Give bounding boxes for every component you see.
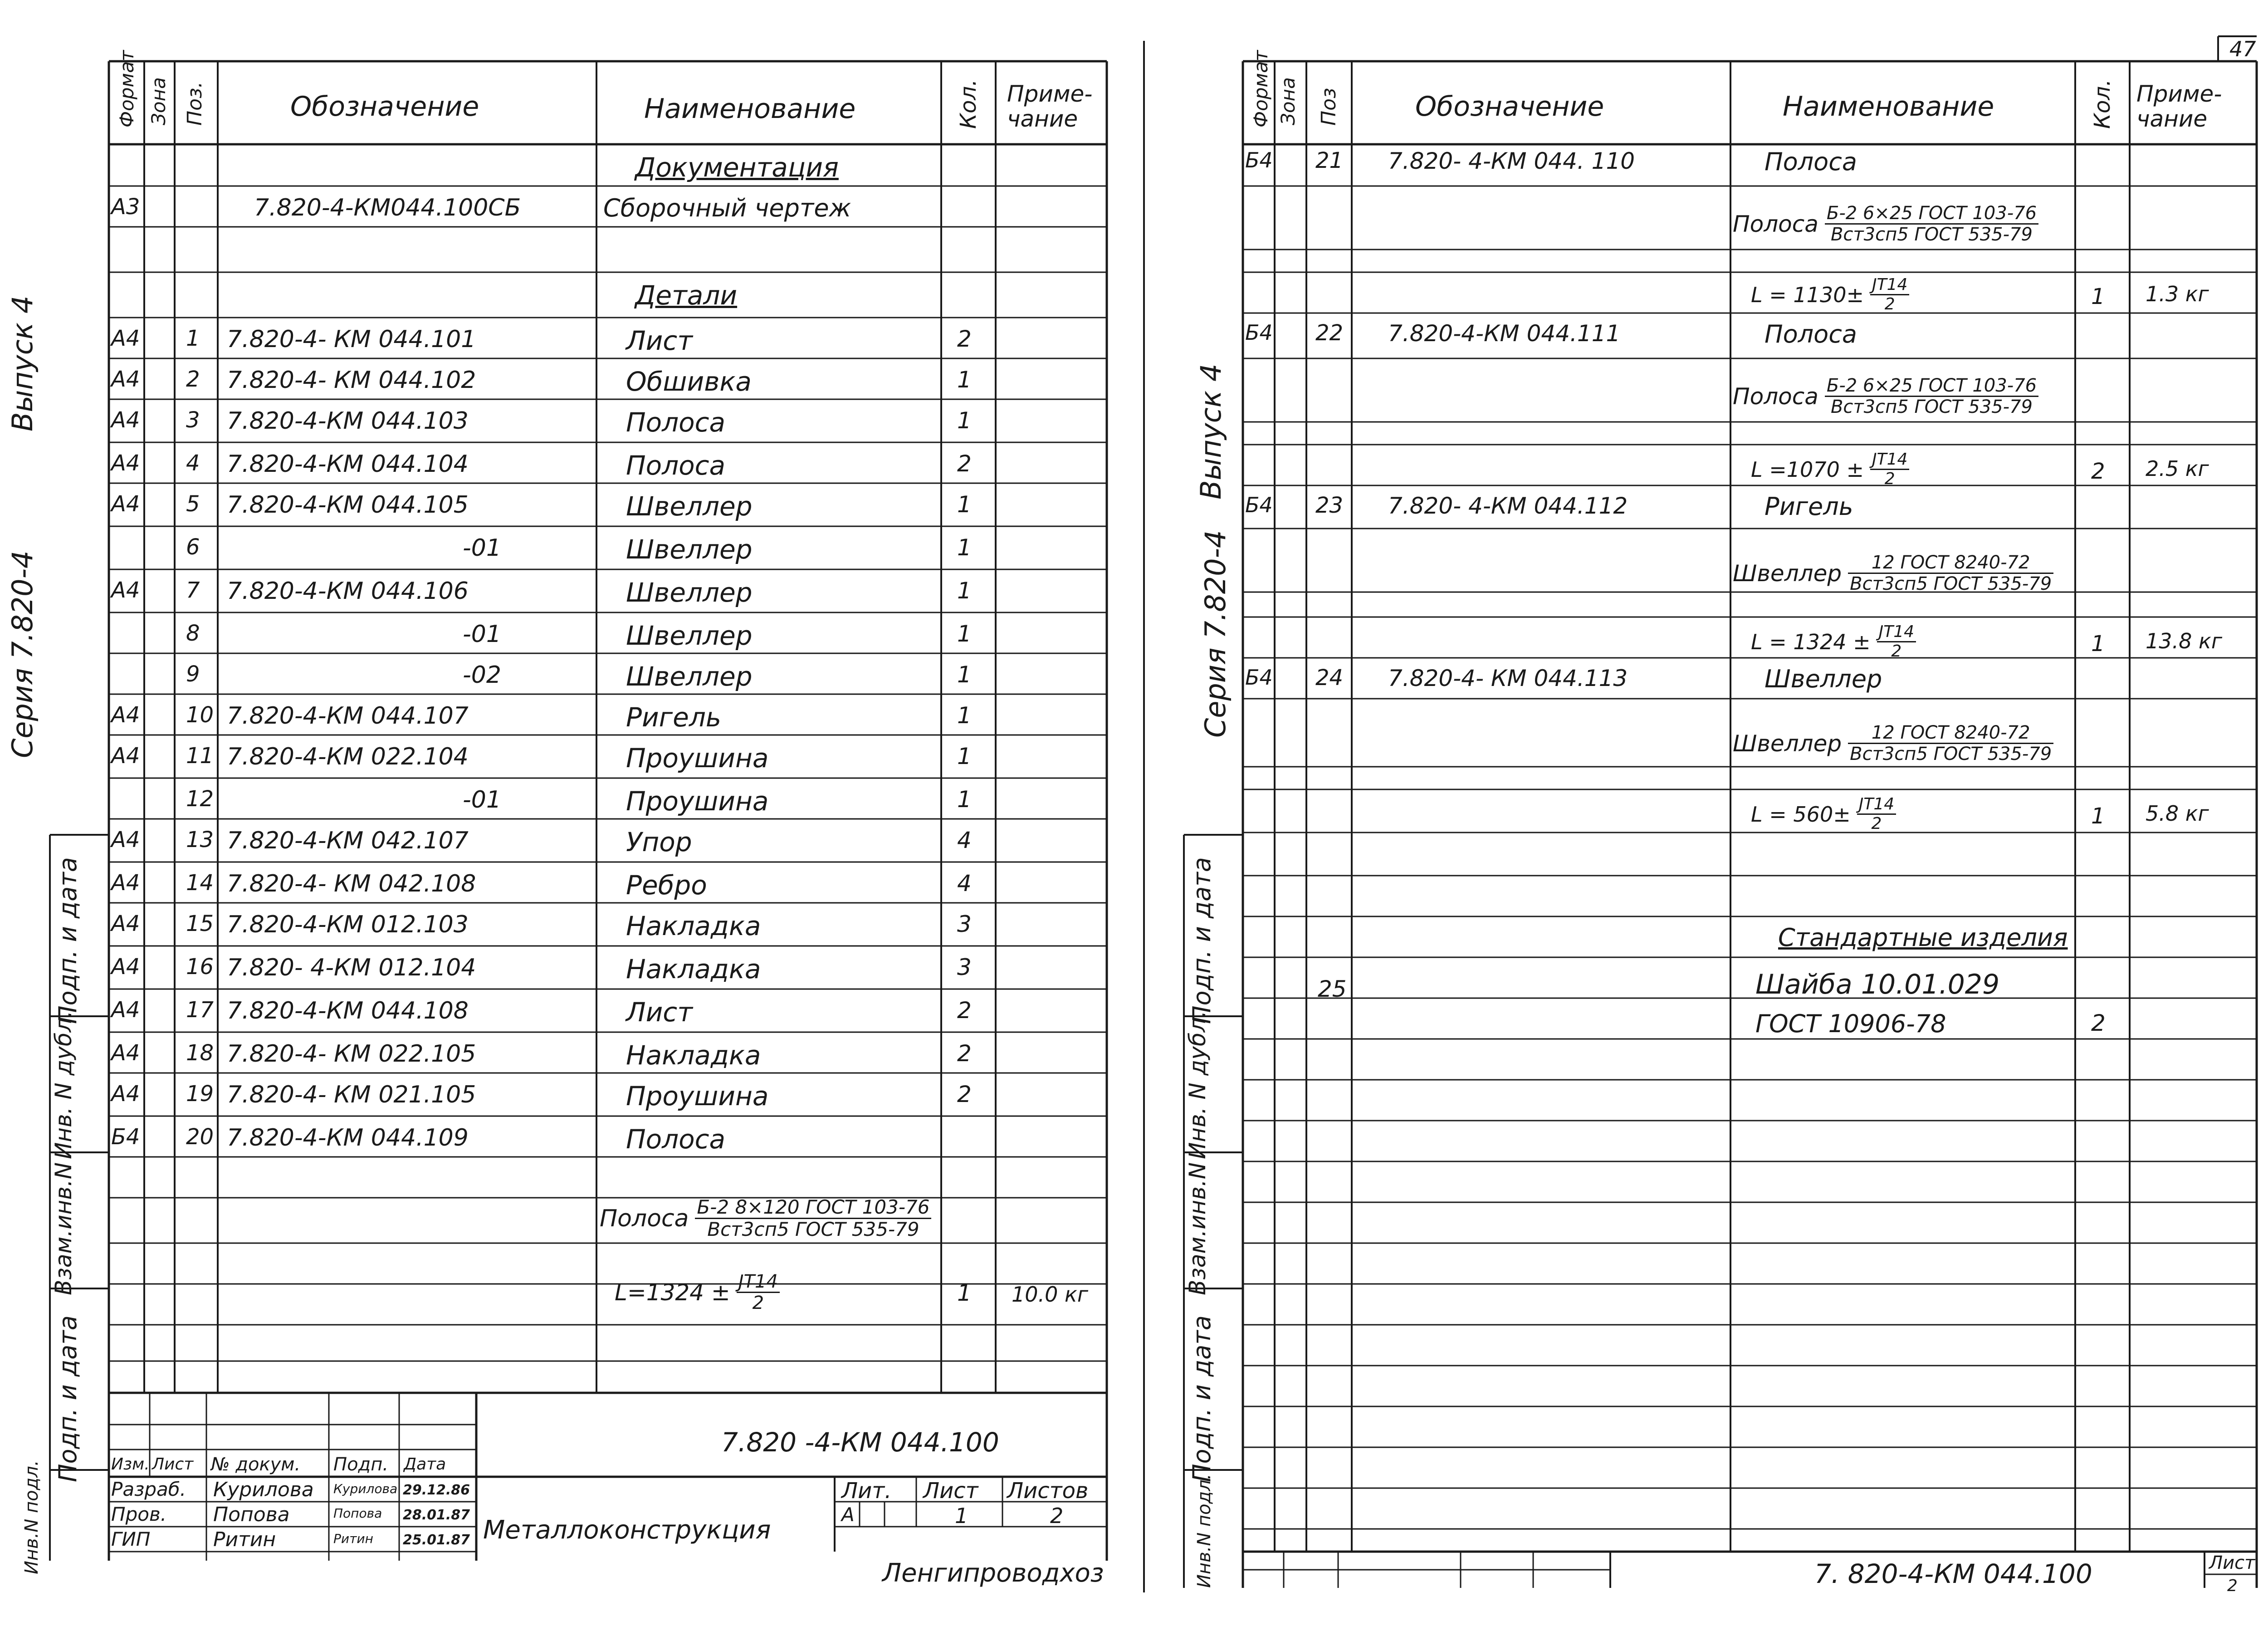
r23-length-den: 2 — [1891, 642, 1902, 661]
r23-spec-label: Швеллер — [1733, 560, 1842, 587]
left-row-name: Накладка — [626, 1040, 761, 1071]
tb-sheet-value: 1 — [955, 1504, 968, 1528]
left-row-qty: 2 — [957, 326, 972, 352]
r21-length-num: JT14 — [1870, 277, 1909, 295]
header-format: Формат — [116, 50, 138, 127]
r23-note: 13.8 кг — [2146, 629, 2222, 653]
side-label-inv-podl: Инв.N подл. — [21, 1460, 42, 1574]
left-row-pos: 17 — [186, 997, 214, 1023]
left-row-pos: 11 — [186, 743, 214, 769]
r25-qty: 2 — [2091, 1010, 2106, 1036]
right-row-pos: 24 — [1315, 665, 1344, 691]
left-length-note: 10.0 кг — [1012, 1282, 1088, 1307]
r23-length-prefix: L = 1324 ± — [1751, 629, 1871, 654]
r24-qty: 1 — [2091, 803, 2105, 829]
left-row-des: -01 — [463, 534, 501, 562]
r24-note: 5.8 кг — [2146, 801, 2209, 826]
left-row-des: 7.820-4-КМ 012.103 — [227, 911, 469, 938]
right-row-name: Ригель — [1765, 492, 1853, 521]
r22-spec — [1733, 377, 2038, 416]
tb-lit-value: А — [841, 1504, 855, 1526]
left-row-qty: 1 — [957, 367, 972, 393]
r22-length — [1751, 451, 1909, 487]
left-row-pos: 5 — [186, 491, 200, 517]
left-row-qty: 1 — [957, 407, 972, 434]
r21-length — [1751, 277, 1909, 313]
left-row-fmt: А4 — [111, 451, 140, 476]
r24-spec — [1733, 724, 2053, 763]
side-label-inv-dubl: Инв. N дубл. — [50, 1010, 77, 1159]
right-row-des: 7.820-4- КМ 044.113 — [1388, 665, 1628, 691]
header-pos: Поз. — [183, 81, 206, 126]
left-doc-number: 7.820 -4-КМ 044.100 — [721, 1427, 999, 1458]
right-row-pos: 22 — [1315, 320, 1344, 346]
tb-sheets-value: 2 — [1050, 1504, 1064, 1528]
r21-length-prefix: L = 1130± — [1751, 282, 1864, 307]
header-qty: Кол. — [956, 79, 981, 129]
left-row-qty: 1 — [957, 534, 972, 561]
tb-sig3: Ритин — [333, 1531, 373, 1546]
left-row-fmt: А4 — [111, 367, 140, 392]
left-row-name: Швеллер — [626, 661, 753, 692]
right-side-label-podp-data-top: Подп. и дата — [1188, 857, 1216, 1024]
left-row-qty: 2 — [957, 1081, 972, 1107]
right-header-format: Формат — [1250, 50, 1272, 127]
r25-pos: 25 — [1318, 976, 1347, 1002]
r21-spec — [1733, 204, 2038, 244]
left-row-qty: 1 — [957, 702, 972, 729]
sheet-divider — [1143, 41, 1145, 1592]
left-row-fmt: А4 — [111, 1040, 140, 1066]
side-label-podp-data-top: Подп. и дата — [54, 857, 82, 1024]
tb-sheet-label: Лист — [923, 1478, 978, 1504]
tb-col-data: Дата — [404, 1455, 446, 1474]
r25-gost: ГОСТ 10906-78 — [1755, 1009, 1946, 1038]
tb-date2: 28.01.87 — [403, 1507, 470, 1523]
left-row-name: Швеллер — [626, 577, 753, 608]
left-row-name: Обшивка — [626, 366, 752, 397]
left-row-fmt: А4 — [111, 702, 140, 728]
tb-sheets-label: Листов — [1007, 1478, 1089, 1504]
left-row-des: 7.820-4-КМ 044.106 — [227, 578, 469, 605]
header-name: Наименование — [644, 93, 856, 125]
left-row-name: Документация — [635, 152, 839, 183]
tb-name2: Попова — [213, 1503, 290, 1526]
left-row-des: 7.820-4-КМ 044.109 — [227, 1124, 469, 1151]
left-row-qty: 1 — [957, 743, 972, 769]
r23-qty: 1 — [2091, 631, 2105, 656]
left-row-qty: 3 — [957, 911, 972, 937]
left-row-des: 7.820-4-КМ 022.104 — [227, 743, 469, 770]
right-header-pos: Поз — [1317, 88, 1340, 126]
right-row-des: 7.820- 4-КМ 044. 110 — [1388, 148, 1635, 174]
r21-spec-label: Полоса — [1733, 211, 1818, 237]
right-row-name: Швеллер — [1765, 665, 1882, 693]
r21-qty: 1 — [2091, 284, 2105, 309]
left-row-des: 7.820-4- КМ 042.108 — [227, 870, 476, 897]
r23-length-num: JT14 — [1877, 624, 1916, 642]
tb-col-podp: Подп. — [333, 1454, 389, 1475]
left-row-pos: 6 — [186, 534, 200, 560]
right-row-des: 7.820-4-КМ 044.111 — [1388, 320, 1621, 347]
tb-col-list: Лист — [152, 1455, 194, 1474]
header-note: Приме- чание — [1007, 81, 1093, 132]
left-row-fmt: А4 — [111, 870, 140, 896]
left-row-name: Ригель — [626, 702, 722, 733]
left-row-qty: 2 — [957, 997, 972, 1024]
left-row-name: Швеллер — [626, 491, 753, 522]
r21-spec-den: Вст3сп5 ГОСТ 535-79 — [1830, 224, 2033, 245]
left-row-des: 7.820-4- КМ 044.102 — [227, 367, 476, 394]
left-row-name: Проушина — [626, 743, 769, 774]
tb-col-ndok: № докум. — [211, 1454, 301, 1475]
left-row-name: Полоса — [626, 1124, 726, 1155]
left-row-pos: 10 — [186, 702, 214, 728]
left-row-fmt: А3 — [111, 194, 140, 220]
tb-date3: 25.01.87 — [403, 1532, 470, 1548]
left-row-qty: 4 — [957, 870, 972, 896]
left-row-pos: 8 — [186, 621, 200, 646]
left-row-pos: 16 — [186, 954, 214, 980]
left-row-pos: 14 — [186, 870, 214, 896]
r23-spec-num: 12 ГОСТ 8240-72 — [1848, 553, 2053, 574]
side-label-vzam-inv: Взам.инв.N — [50, 1162, 77, 1295]
left-row-pos: 12 — [186, 786, 214, 812]
tb-col-izm: Изм. — [111, 1455, 150, 1474]
tb-role1: Разраб. — [111, 1478, 186, 1500]
side-label-seria: Серия 7.820-4 — [6, 550, 39, 758]
tb-role3: ГИП — [111, 1528, 151, 1550]
left-polosa-label: Полоса — [600, 1205, 689, 1232]
header-zone: Зона — [147, 77, 170, 125]
left-row-pos: 18 — [186, 1040, 214, 1066]
left-row-fmt: А4 — [111, 827, 140, 852]
left-length-spec — [615, 1273, 780, 1312]
tb-name1: Курилова — [213, 1478, 314, 1501]
right-sheet-label: Лист — [2209, 1553, 2255, 1573]
right-side-label-podp-data-bottom: Подп. и дата — [1188, 1315, 1216, 1482]
left-length-den: 2 — [752, 1293, 764, 1313]
left-row-pos: 20 — [186, 1124, 214, 1150]
left-polosa-den: Вст3сп5 ГОСТ 535-79 — [707, 1218, 919, 1240]
r24-spec-label: Швеллер — [1733, 730, 1842, 757]
left-row-name: Детали — [635, 280, 738, 311]
r22-length-num: JT14 — [1870, 451, 1909, 470]
right-row-pos: 23 — [1315, 493, 1344, 518]
left-row-pos: 9 — [186, 661, 200, 687]
left-row-fmt: А4 — [111, 578, 140, 603]
right-row-name: Полоса — [1765, 320, 1857, 348]
side-label-podp-data-bottom: Подп. и дата — [54, 1315, 82, 1482]
right-row-fmt: Б4 — [1245, 148, 1273, 172]
r24-length-prefix: L = 560± — [1751, 802, 1851, 827]
left-row-name: Накладка — [626, 954, 761, 985]
right-header-zone: Зона — [1277, 77, 1299, 125]
left-row-des: 7.820-4-КМ044.100СБ — [254, 194, 521, 221]
right-side-label-vypusk: Выпуск 4 — [1194, 363, 1227, 500]
side-label-vypusk: Выпуск 4 — [6, 295, 39, 431]
left-row-fmt: А4 — [111, 407, 140, 433]
r22-spec-num: Б-2 6×25 ГОСТ 103-76 — [1825, 377, 2038, 397]
tb-role2: Пров. — [111, 1503, 167, 1525]
left-length-prefix: L=1324 ± — [615, 1279, 730, 1306]
r23-spec — [1733, 553, 2053, 593]
r21-spec-num: Б-2 6×25 ГОСТ 103-76 — [1825, 204, 2038, 225]
page-number: 47 — [2229, 37, 2256, 61]
right-row-name: Полоса — [1765, 147, 1857, 176]
right-row-pos: 21 — [1315, 148, 1344, 173]
r24-spec-den: Вст3сп5 ГОСТ 535-79 — [1850, 744, 2052, 764]
tb-sig1: Курилова — [333, 1481, 398, 1496]
tb-product: Металлоконструкция — [483, 1515, 771, 1545]
left-row-pos: 13 — [186, 827, 214, 852]
r22-qty: 2 — [2091, 459, 2105, 484]
left-row-fmt: А4 — [111, 911, 140, 936]
left-row-des: 7.820-4- КМ 044.101 — [227, 326, 476, 353]
left-length-num: JT14 — [737, 1273, 780, 1293]
right-sheet — [1179, 0, 2268, 1636]
right-sheet-value: 2 — [2227, 1577, 2238, 1595]
header-designation: Обозначение — [290, 91, 479, 122]
left-row-des: 7.820-4-КМ 042.107 — [227, 827, 469, 854]
left-row-name: Проушина — [626, 786, 769, 817]
left-row-pos: 15 — [186, 911, 214, 936]
left-length-qty: 1 — [957, 1280, 972, 1306]
r25-name: Шайба 10.01.029 — [1755, 969, 2000, 1000]
left-row-name: Упор — [626, 827, 692, 857]
left-row-des: 7.820-4- КМ 021.105 — [227, 1081, 476, 1108]
right-row-des: 7.820- 4-КМ 044.112 — [1388, 493, 1628, 519]
r24-length-den: 2 — [1871, 814, 1882, 833]
left-row-pos: 4 — [186, 451, 200, 476]
r24-spec-num: 12 ГОСТ 8240-72 — [1848, 724, 2053, 744]
left-row-name: Сборочный чертеж — [603, 194, 851, 222]
r21-note: 1.3 кг — [2146, 282, 2209, 306]
left-row-name: Швеллер — [626, 534, 753, 565]
left-row-des: -02 — [463, 661, 501, 689]
left-row-pos: 7 — [186, 578, 200, 603]
tb-date1: 29.12.86 — [403, 1482, 470, 1498]
left-row-name: Полоса — [626, 407, 726, 438]
right-doc-number: 7. 820-4-КМ 044.100 — [1814, 1558, 2092, 1589]
r23-length — [1751, 624, 1916, 660]
tb-sig2: Попова — [333, 1506, 382, 1521]
left-row-qty: 2 — [957, 1040, 972, 1067]
left-row-name: Проушина — [626, 1081, 769, 1112]
left-row-des: 7.820-4-КМ 044.103 — [227, 407, 469, 435]
left-row-qty: 1 — [957, 621, 972, 647]
r24-length-num: JT14 — [1857, 796, 1896, 815]
r22-spec-den: Вст3сп5 ГОСТ 535-79 — [1830, 397, 2033, 417]
r21-length-den: 2 — [1884, 295, 1895, 313]
left-row-des: 7.820-4- КМ 022.105 — [227, 1040, 476, 1068]
tb-lit-label: Лит. — [841, 1478, 892, 1504]
left-row-fmt: А4 — [111, 491, 140, 517]
r22-length-den: 2 — [1884, 470, 1895, 488]
left-polosa-spec — [600, 1198, 931, 1239]
left-row-qty: 1 — [957, 786, 972, 813]
left-row-des: 7.820- 4-КМ 012.104 — [227, 954, 476, 981]
left-row-pos: 19 — [186, 1081, 214, 1107]
r22-length-prefix: L =1070 ± — [1751, 457, 1864, 482]
right-side-label-vzam-inv: Взам.инв.N — [1184, 1162, 1211, 1295]
left-row-des: -01 — [463, 621, 501, 648]
right-row-fmt: Б4 — [1245, 320, 1273, 345]
tb-name3: Ритин — [213, 1528, 276, 1551]
left-row-qty: 1 — [957, 491, 972, 518]
left-polosa-num: Б-2 8×120 ГОСТ 103-76 — [695, 1198, 931, 1219]
right-header-designation: Обозначение — [1415, 91, 1604, 122]
right-row-fmt: Б4 — [1245, 493, 1273, 517]
right-side-label-inv-podl: Инв.N подл. — [1194, 1474, 1215, 1588]
left-row-des: 7.820-4-КМ 044.104 — [227, 451, 469, 478]
right-row-fmt: Б4 — [1245, 665, 1273, 690]
std-parts-header: Стандартные изделия — [1778, 923, 2068, 952]
right-side-label-seria: Серия 7.820-4 — [1199, 530, 1232, 738]
left-row-name: Лист — [626, 325, 693, 356]
left-row-pos: 3 — [186, 407, 200, 433]
right-header-note: Приме- чание — [2136, 81, 2222, 132]
right-header-qty: Кол. — [2090, 79, 2115, 129]
right-header-name: Наименование — [1783, 91, 1994, 122]
left-row-des: -01 — [463, 786, 501, 813]
left-row-pos: 1 — [186, 326, 200, 351]
r23-spec-den: Вст3сп5 ГОСТ 535-79 — [1850, 573, 2052, 594]
tb-org: Ленгипроводхоз — [882, 1558, 1104, 1588]
r22-note: 2.5 кг — [2146, 456, 2209, 481]
left-row-qty: 4 — [957, 827, 972, 853]
left-row-des: 7.820-4-КМ 044.108 — [227, 997, 469, 1024]
right-side-label-inv-dubl: Инв. N дубл. — [1184, 1010, 1211, 1159]
left-row-fmt: А4 — [111, 1081, 140, 1107]
r24-length — [1751, 796, 1896, 832]
left-row-fmt: А4 — [111, 954, 140, 980]
left-row-name: Лист — [626, 997, 693, 1028]
left-row-qty: 2 — [957, 451, 972, 477]
left-row-fmt: А4 — [111, 997, 140, 1023]
left-row-name: Полоса — [626, 450, 726, 481]
left-row-des: 7.820-4-КМ 044.105 — [227, 491, 469, 519]
left-row-pos: 2 — [186, 367, 200, 392]
left-row-qty: 1 — [957, 661, 972, 688]
left-row-name: Накладка — [626, 911, 761, 941]
left-row-fmt: А4 — [111, 743, 140, 769]
left-row-qty: 1 — [957, 578, 972, 604]
left-row-name: Швеллер — [626, 620, 753, 651]
left-row-des: 7.820-4-КМ 044.107 — [227, 702, 469, 730]
left-row-fmt: А4 — [111, 326, 140, 351]
left-row-fmt: Б4 — [111, 1124, 140, 1150]
left-row-qty: 3 — [957, 954, 972, 980]
left-row-name: Ребро — [626, 870, 707, 901]
r22-spec-label: Полоса — [1733, 383, 1818, 410]
